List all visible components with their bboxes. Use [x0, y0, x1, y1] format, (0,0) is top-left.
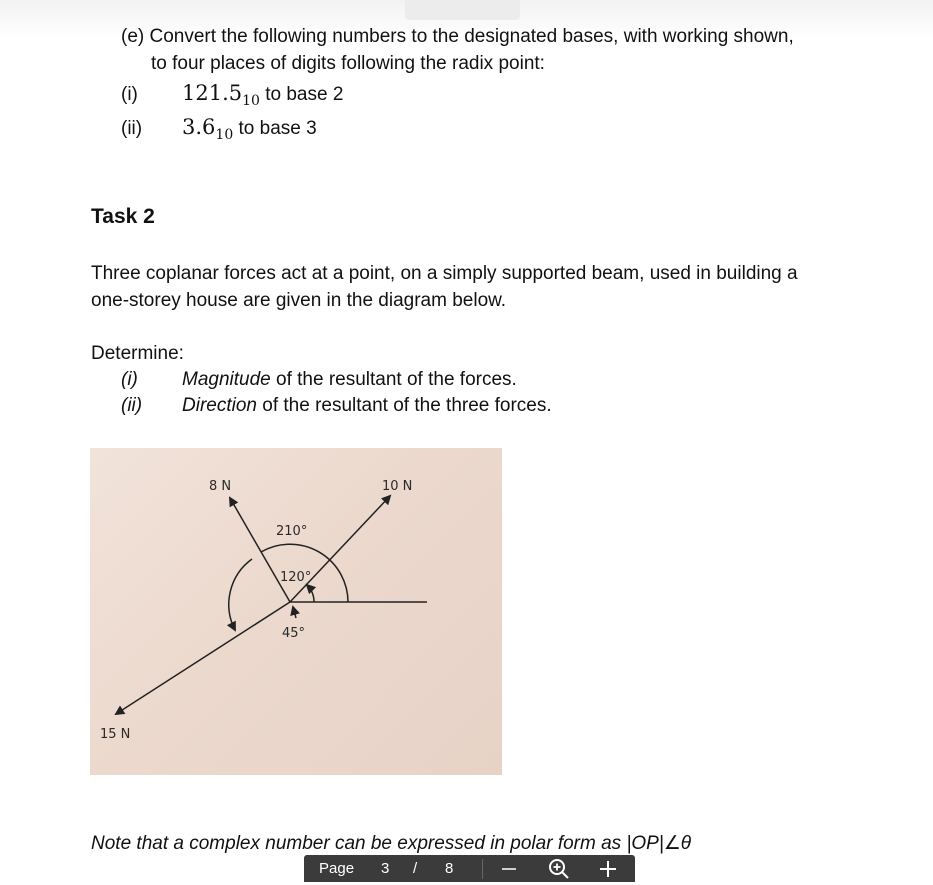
rest: of the resultant of the forces. — [270, 369, 517, 390]
task2-item-text — [182, 368, 517, 392]
force-10n-arrow — [290, 496, 390, 602]
pdf-toolbar — [304, 855, 635, 882]
task2-item-label: (i) — [121, 369, 138, 390]
label-120: 120° — [280, 570, 312, 585]
task2-para-line1: Three coplanar forces act at a point, on a simply supported beam, used in building a — [91, 263, 798, 284]
minus-icon[interactable] — [498, 857, 520, 880]
force-diagram — [90, 448, 502, 775]
note-text: Note that a complex number can be expressed in polar form as |OP|∠θ — [91, 833, 692, 854]
zoom-in-icon[interactable] — [547, 857, 571, 880]
label-45: 45° — [282, 626, 306, 641]
force-diagram-lines — [90, 448, 502, 775]
top-tab[interactable] — [405, 0, 520, 20]
base-subscript: 10 — [215, 126, 234, 143]
page-separator: / — [413, 860, 418, 877]
suffix: to base 2 — [265, 84, 344, 105]
task2-item-label: (ii) — [121, 395, 143, 416]
task2-item-text — [182, 394, 552, 418]
plus-icon[interactable] — [597, 857, 619, 880]
part-e-item-label: (ii) — [121, 118, 143, 139]
force-8n-arrow — [230, 498, 290, 602]
arc-210 — [229, 559, 252, 630]
task2-heading: Task 2 — [91, 205, 155, 228]
label-8n: 8 N — [209, 479, 232, 494]
page-current-input[interactable]: 3 — [381, 860, 390, 877]
number: 3.6 — [182, 115, 216, 139]
label-10n: 10 N — [382, 479, 413, 494]
label-210: 210° — [276, 524, 308, 539]
force-15n-arrow — [116, 602, 290, 714]
page-label: Page — [319, 860, 355, 877]
emphasis: Direction — [182, 395, 257, 416]
toolbar-divider — [482, 859, 483, 879]
task2-para-line2: one-storey house are given in the diagram below. — [91, 290, 507, 311]
emphasis: Magnitude — [182, 369, 271, 390]
part-e-line2: to four places of digits following the radix point: — [151, 53, 545, 74]
rest: of the resultant of the three forces. — [256, 395, 552, 416]
base-subscript: 10 — [242, 92, 260, 109]
part-e-item-value — [182, 115, 317, 147]
suffix: to base 3 — [238, 118, 317, 139]
arc-45 — [307, 585, 314, 602]
determine-label: Determine: — [91, 343, 184, 364]
page-total: 8 — [445, 860, 454, 877]
origin-arrow — [293, 607, 296, 618]
label-15n: 15 N — [100, 727, 131, 742]
part-e-item-label: (i) — [121, 84, 138, 105]
part-e-line1: (e) Convert the following numbers to the designated bases, with working shown, — [121, 26, 794, 47]
part-e-item-value — [182, 81, 343, 113]
number: 121.5 — [182, 81, 243, 105]
